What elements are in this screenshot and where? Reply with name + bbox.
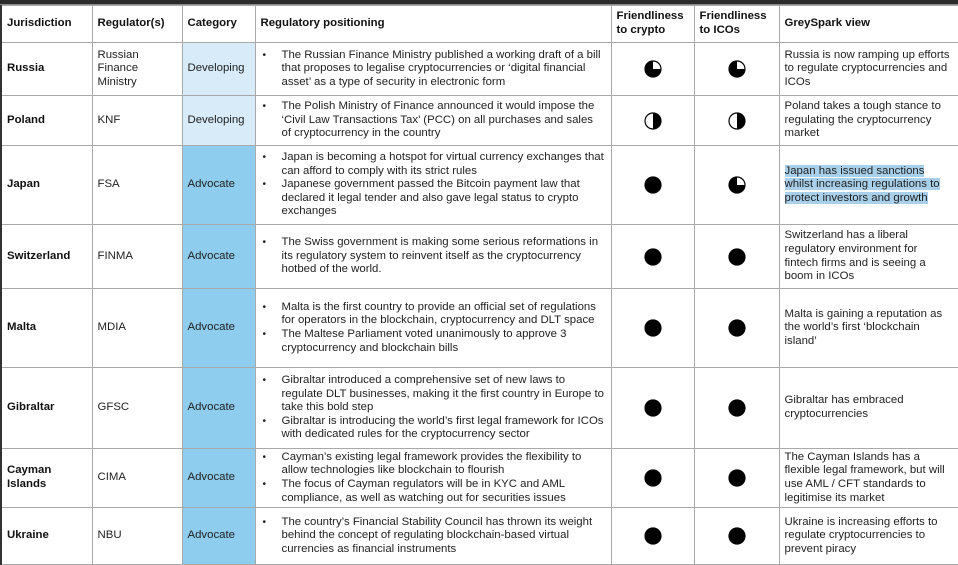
view-text: Ukraine is increasing efforts to regulate cryptocurrencies to prevent piracy [784, 515, 938, 555]
harvey-ball-full-icon [644, 469, 662, 487]
positioning-bullet: • The Swiss government is making some serious reformations in its regulatory system to reinvent itself as the cryptocurrency hotbed of the world. [262, 236, 605, 277]
table-row [1, 43, 958, 96]
cell-positioning [255, 96, 611, 146]
positioning-bullet: • The Polish Ministry of Finance announced it would impose the ‘Civil Law Transactions Tax’ (PCC) on all purchases and sales of cryptocurrency in the country [262, 100, 605, 141]
table-row [1, 225, 958, 289]
cell-view [779, 43, 958, 96]
cell-jurisdiction: Cayman Islands [1, 449, 92, 508]
harvey-ball-full-icon [644, 527, 662, 545]
cell-category: Developing [182, 43, 255, 96]
header-regulators: Regulator(s) [92, 6, 182, 43]
table-row [1, 508, 958, 565]
header-friendliness-crypto: Friendliness to crypto [611, 6, 694, 43]
header-view: GreySpark view [779, 6, 958, 43]
cell-regulators: FINMA [92, 225, 182, 289]
cell-regulators: KNF [92, 96, 182, 146]
view-text: The Cayman Islands has a flexible legal framework, but will use AML / CFT standards to legitimise its market [784, 450, 945, 504]
cell-regulators: Russian Finance Ministry [92, 43, 182, 96]
positioning-list [262, 236, 605, 277]
harvey-ball-full-icon [728, 469, 746, 487]
harvey-ball-three-quarter-icon [728, 60, 746, 78]
cell-view [779, 96, 958, 146]
positioning-list [262, 374, 605, 442]
cell-friendliness-icos [694, 508, 779, 565]
harvey-ball-three-quarter-icon [728, 176, 746, 194]
cell-friendliness-icos [694, 96, 779, 146]
cell-friendliness-crypto [611, 96, 694, 146]
view-text: Poland takes a tough stance to regulating the cryptocurrency market [784, 100, 941, 140]
positioning-bullet: • The focus of Cayman regulators will be in KYC and AML compliance, as well as watching out for securities issues [262, 478, 605, 505]
cell-friendliness-icos [694, 43, 779, 96]
cell-jurisdiction: Switzerland [1, 225, 92, 289]
harvey-ball-full-icon [728, 527, 746, 545]
harvey-ball-half-icon [728, 112, 746, 130]
table-row [1, 289, 958, 368]
regulation-table [0, 5, 958, 565]
cell-category: Advocate [182, 289, 255, 368]
cell-view [779, 368, 958, 449]
cell-jurisdiction: Japan [1, 146, 92, 225]
cell-regulators: CIMA [92, 449, 182, 508]
cell-view [779, 449, 958, 508]
cell-friendliness-crypto [611, 289, 694, 368]
cell-friendliness-crypto [611, 368, 694, 449]
cell-regulators: NBU [92, 508, 182, 565]
positioning-bullet: • The Maltese Parliament voted unanimously to approve 3 cryptocurrency and blockchain bills [262, 328, 605, 355]
harvey-ball-full-icon [644, 319, 662, 337]
view-text: Russia is now ramping up efforts to regulate cryptocurrencies and ICOs [784, 48, 950, 88]
cell-jurisdiction: Poland [1, 96, 92, 146]
cell-jurisdiction: Gibraltar [1, 368, 92, 449]
positioning-bullet: • Gibraltar is introducing the world’s first legal framework for ICOs with dedicated rules for the cryptocurrency sector [262, 415, 605, 442]
cell-category: Advocate [182, 146, 255, 225]
positioning-bullet: • Cayman’s existing legal framework provides the flexibility to allow technologies like blockchain to flourish [262, 451, 605, 478]
cell-jurisdiction: Ukraine [1, 508, 92, 565]
cell-view [779, 508, 958, 565]
cell-positioning [255, 289, 611, 368]
cell-category: Advocate [182, 368, 255, 449]
cell-positioning [255, 508, 611, 565]
cell-positioning [255, 449, 611, 508]
positioning-bullet: • The Russian Finance Ministry published a working draft of a bill that proposes to legalise cryptocurrencies or ‘digital financial asset’ as a type of security in electronic form [262, 49, 605, 90]
cell-friendliness-icos [694, 449, 779, 508]
view-text: Switzerland has a liberal regulatory environment for fintech firms and is seeing a boom in ICOs [784, 229, 926, 283]
positioning-bullet: • Gibraltar introduced a comprehensive set of new laws to regulate DLT businesses, making it the first country in Europe to take this bold step [262, 374, 605, 415]
harvey-ball-three-quarter-icon [644, 60, 662, 78]
cell-category: Developing [182, 96, 255, 146]
table-row [1, 368, 958, 449]
cell-positioning [255, 368, 611, 449]
harvey-ball-full-icon [644, 176, 662, 194]
cell-view [779, 289, 958, 368]
table-body [1, 43, 958, 565]
cell-positioning [255, 225, 611, 289]
header-jurisdiction: Jurisdiction [1, 6, 92, 43]
harvey-ball-full-icon [644, 248, 662, 266]
header-category: Category [182, 6, 255, 43]
table-row [1, 449, 958, 508]
cell-positioning [255, 43, 611, 96]
view-text: Malta is gaining a reputation as the world’s first ‘blockchain island’ [784, 307, 943, 347]
cell-friendliness-icos [694, 225, 779, 289]
positioning-list [262, 451, 605, 505]
cell-category: Advocate [182, 225, 255, 289]
positioning-bullet: • The country’s Financial Stability Council has thrown its weight behind the concept of regulating blockchain-based virtual currencies as financial instruments [262, 516, 605, 557]
cell-friendliness-crypto [611, 225, 694, 289]
cell-regulators: MDIA [92, 289, 182, 368]
cell-view [779, 146, 958, 225]
selected-text[interactable]: Japan has issued sanctions whilst increasing regulations to protect investors and growth [784, 164, 940, 204]
table-row [1, 96, 958, 146]
view-text: Gibraltar has embraced cryptocurrencies [784, 394, 904, 420]
positioning-bullet: • Malta is the first country to provide an official set of regulations for operators in the blockchain, cryptocurrency and DLT space [262, 301, 605, 328]
cell-friendliness-crypto [611, 508, 694, 565]
positioning-bullet: • Japan is becoming a hotspot for virtual currency exchanges that can afford to comply with its strict rules [262, 151, 605, 178]
cell-positioning [255, 146, 611, 225]
cell-jurisdiction: Russia [1, 43, 92, 96]
header-row [1, 6, 958, 43]
harvey-ball-full-icon [728, 399, 746, 417]
positioning-list [262, 516, 605, 557]
cell-friendliness-icos [694, 289, 779, 368]
cell-view [779, 225, 958, 289]
cell-friendliness-crypto [611, 449, 694, 508]
positioning-list [262, 301, 605, 355]
cell-friendliness-crypto [611, 146, 694, 225]
harvey-ball-full-icon [728, 248, 746, 266]
positioning-list [262, 100, 605, 141]
cell-regulators: FSA [92, 146, 182, 225]
header-positioning: Regulatory positioning [255, 6, 611, 43]
cell-regulators: GFSC [92, 368, 182, 449]
cell-jurisdiction: Malta [1, 289, 92, 368]
cell-category: Advocate [182, 449, 255, 508]
positioning-list [262, 49, 605, 90]
positioning-list [262, 151, 605, 219]
harvey-ball-half-icon [644, 112, 662, 130]
table-row [1, 146, 958, 225]
cell-friendliness-icos [694, 146, 779, 225]
harvey-ball-full-icon [644, 399, 662, 417]
cell-category: Advocate [182, 508, 255, 565]
cell-friendliness-crypto [611, 43, 694, 96]
cell-friendliness-icos [694, 368, 779, 449]
positioning-bullet: • Japanese government passed the Bitcoin payment law that declared it legal tender and also gave legal status to crypto exchanges [262, 178, 605, 219]
header-friendliness-icos: Friendliness to ICOs [694, 6, 779, 43]
harvey-ball-full-icon [728, 319, 746, 337]
